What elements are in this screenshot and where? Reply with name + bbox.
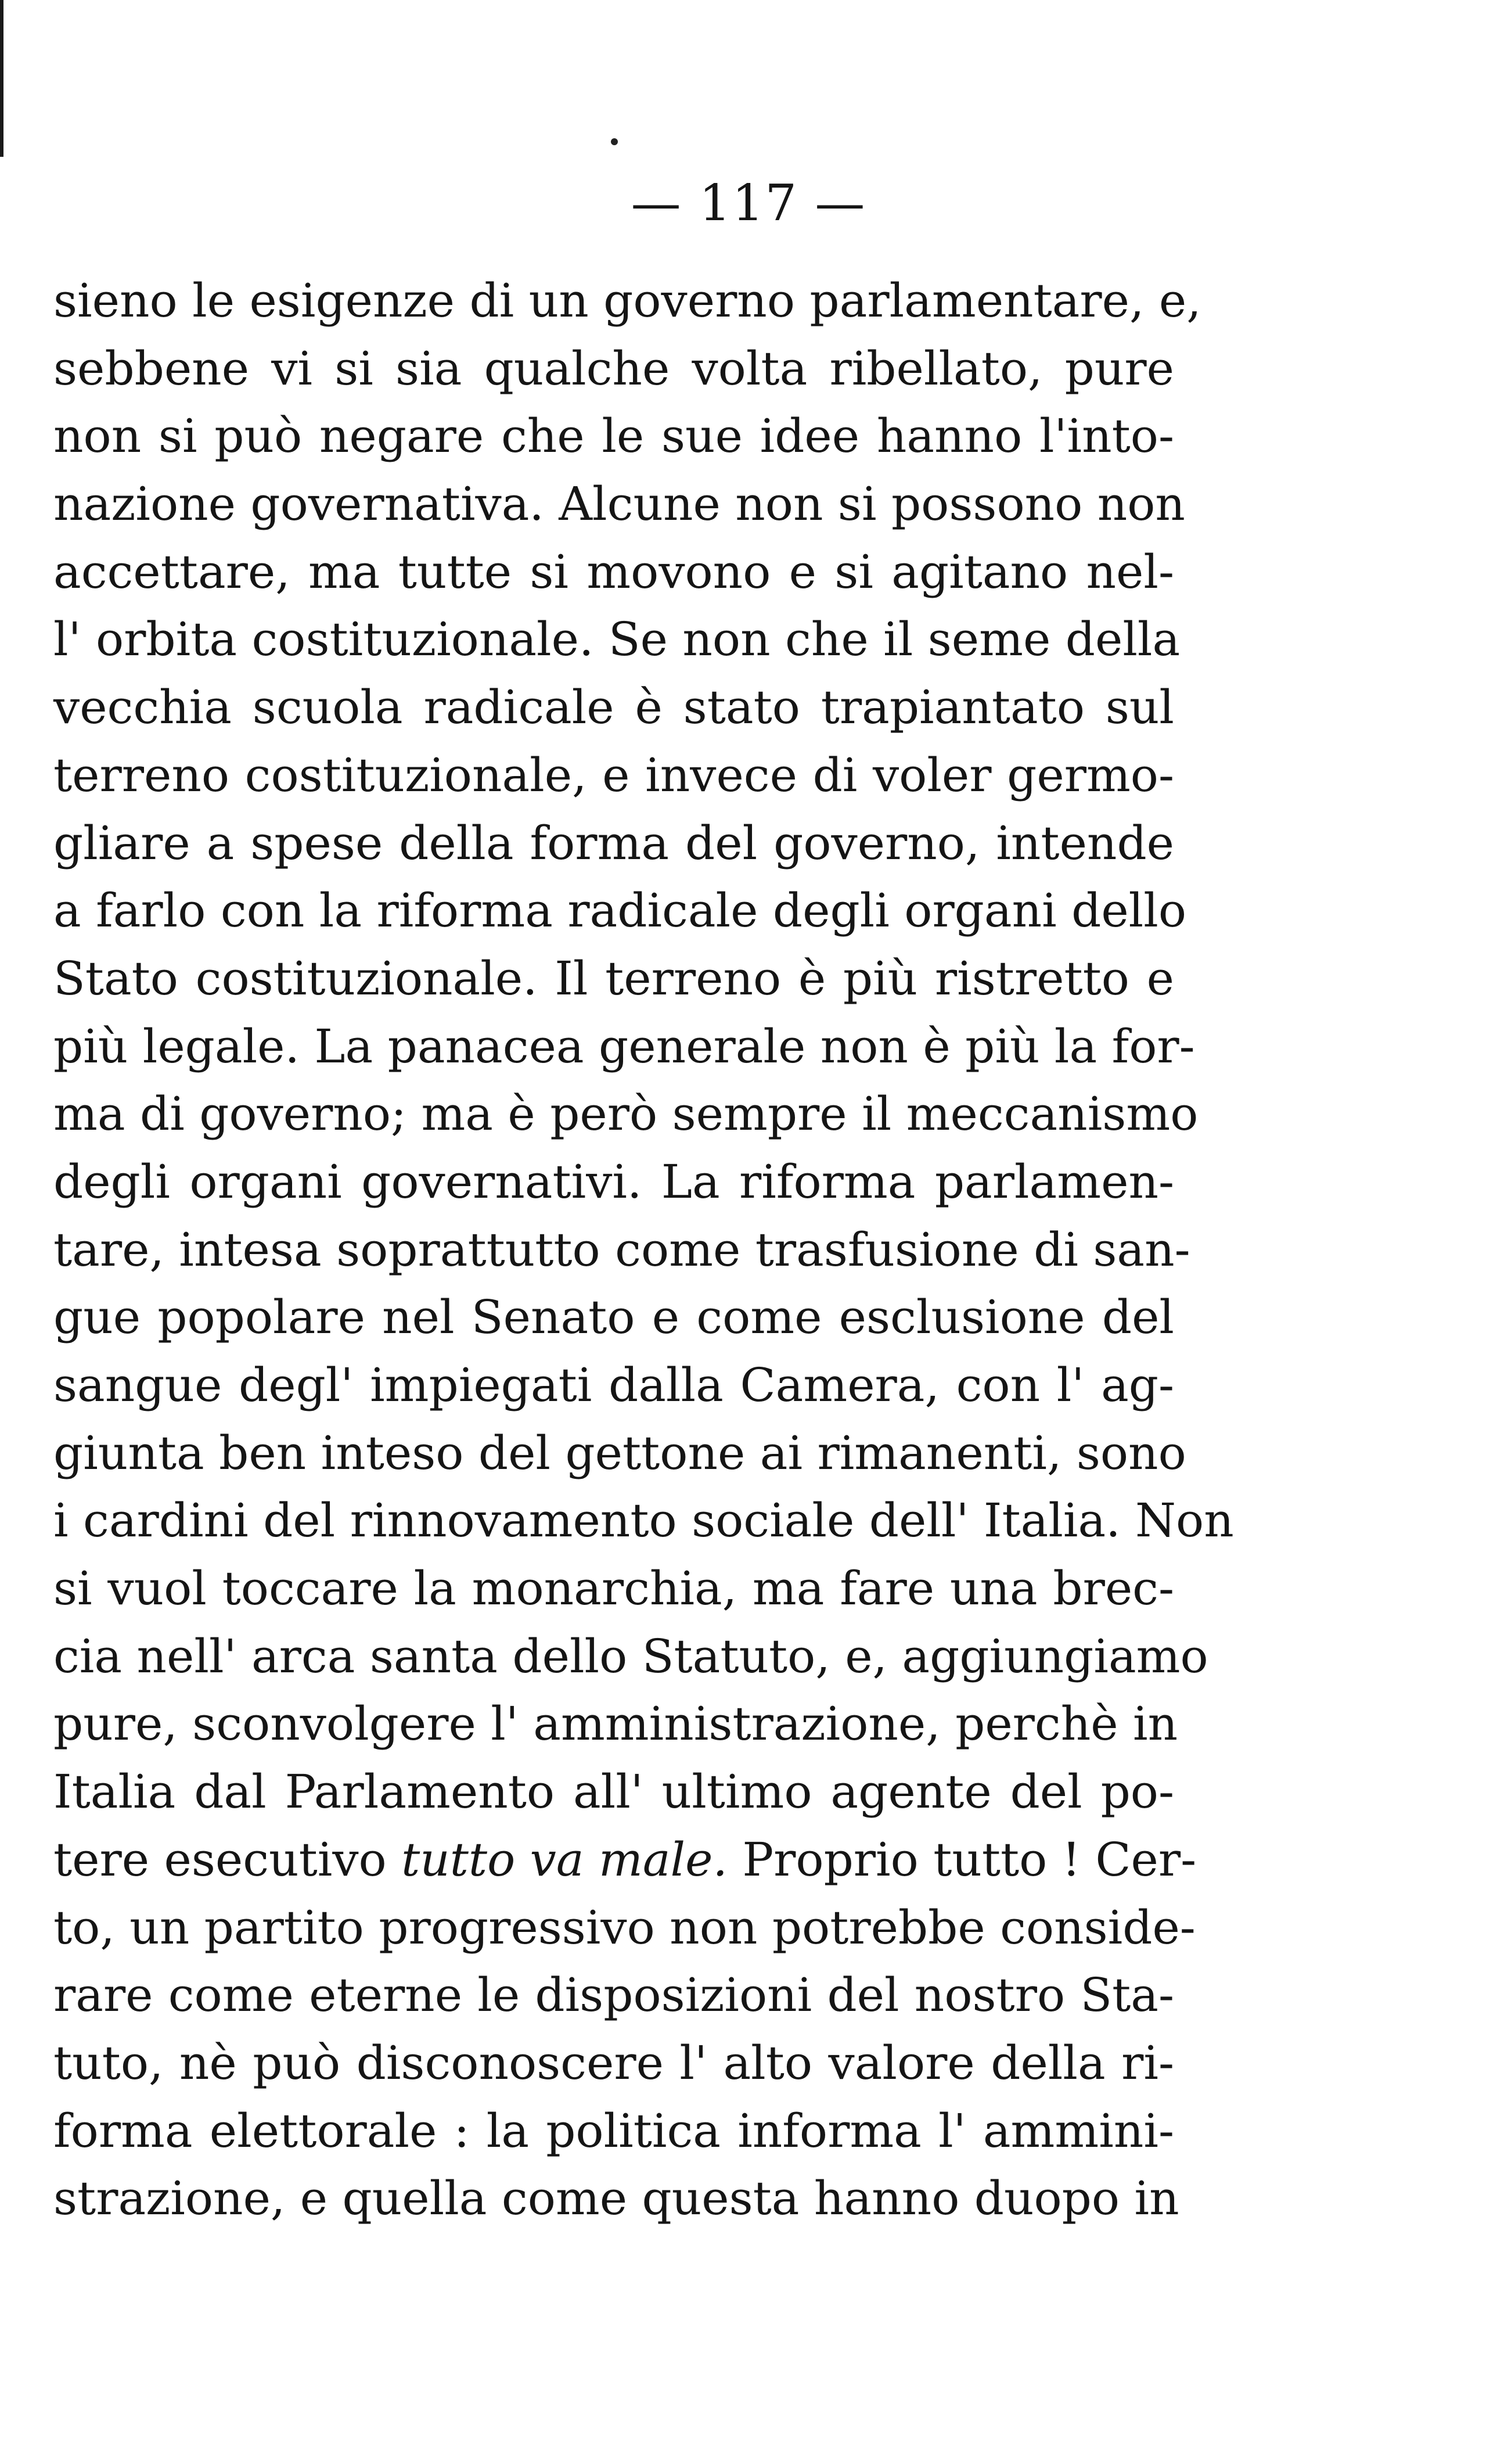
text-line: l' orbita costituzionale. Se non che il seme della: [53, 612, 1181, 667]
ink-speck: [611, 138, 618, 145]
text-line: sebbene vi si sia qualche volta ribellato, pure: [53, 341, 1174, 396]
text-line: si vuol toccare la monarchia, ma fare una brec-: [53, 1561, 1174, 1616]
text-line: to, un partito progressivo non potrebbe conside-: [53, 1900, 1196, 1955]
text-line: ma di governo; ma è però sempre il meccanismo: [53, 1087, 1199, 1141]
text-line-with-italic: [53, 1826, 1197, 1894]
text-line: terreno costituzionale, e invece di voler germo-: [53, 748, 1174, 802]
text-line: degli organi governativi. La riforma parlamen-: [53, 1154, 1174, 1209]
text-line: sieno le esigenze di un governo parlamentare, e,: [53, 274, 1201, 328]
text-line: tare, intesa soprattutto come trasfusione di san-: [53, 1222, 1190, 1277]
text-line: Italia dal Parlamento all' ultimo agente del po-: [53, 1765, 1174, 1819]
text-line: accettare, ma tutte si movono e si agitano nel-: [53, 544, 1174, 599]
text-line: i cardini del rinnovamento sociale dell' Italia. Non: [53, 1493, 1234, 1548]
text-line: più legale. La panacea generale non è più la for-: [53, 1019, 1195, 1073]
text-line: cia nell' arca santa dello Statuto, e, aggiungiamo: [53, 1629, 1208, 1683]
text-line: vecchia scuola radicale è stato trapiantato sul: [53, 680, 1174, 735]
text-line: tuto, nè può disconoscere l' alto valore della ri-: [53, 2035, 1174, 2090]
text-line: nazione governativa. Alcune non si possono non: [53, 477, 1185, 531]
text-fragment: Proprio tutto ! Cer-: [727, 1832, 1197, 1887]
text-line: gliare a spese della forma del governo, intende: [53, 816, 1174, 870]
scan-edge-line: [0, 0, 3, 157]
page-number: — 117 —: [631, 174, 866, 232]
text-line: forma elettorale : la politica informa l' ammini-: [53, 2103, 1174, 2158]
text-line: giunta ben inteso del gettone ai rimanenti, sono: [53, 1425, 1186, 1480]
text-line: gue popolare nel Senato e come esclusione del: [53, 1290, 1174, 1345]
body-text: [53, 267, 1234, 2233]
text-line: Stato costituzionale. Il terreno è più ristretto e: [53, 951, 1174, 1005]
italic-phrase: tutto va male.: [401, 1832, 728, 1887]
text-line: strazione, e quella come questa hanno duopo in: [53, 2171, 1179, 2226]
text-line: sangue degl' impiegati dalla Camera, con l' ag-: [53, 1358, 1174, 1412]
text-fragment: tere esecutivo: [53, 1832, 402, 1887]
text-line: pure, sconvolgere l' amministrazione, perchè in: [53, 1697, 1178, 1751]
text-line: rare come eterne le disposizioni del nostro Sta-: [53, 1968, 1174, 2023]
text-line: non si può negare che le sue idee hanno l'into-: [53, 409, 1174, 464]
text-line: a farlo con la riforma radicale degli organi dello: [53, 883, 1187, 938]
